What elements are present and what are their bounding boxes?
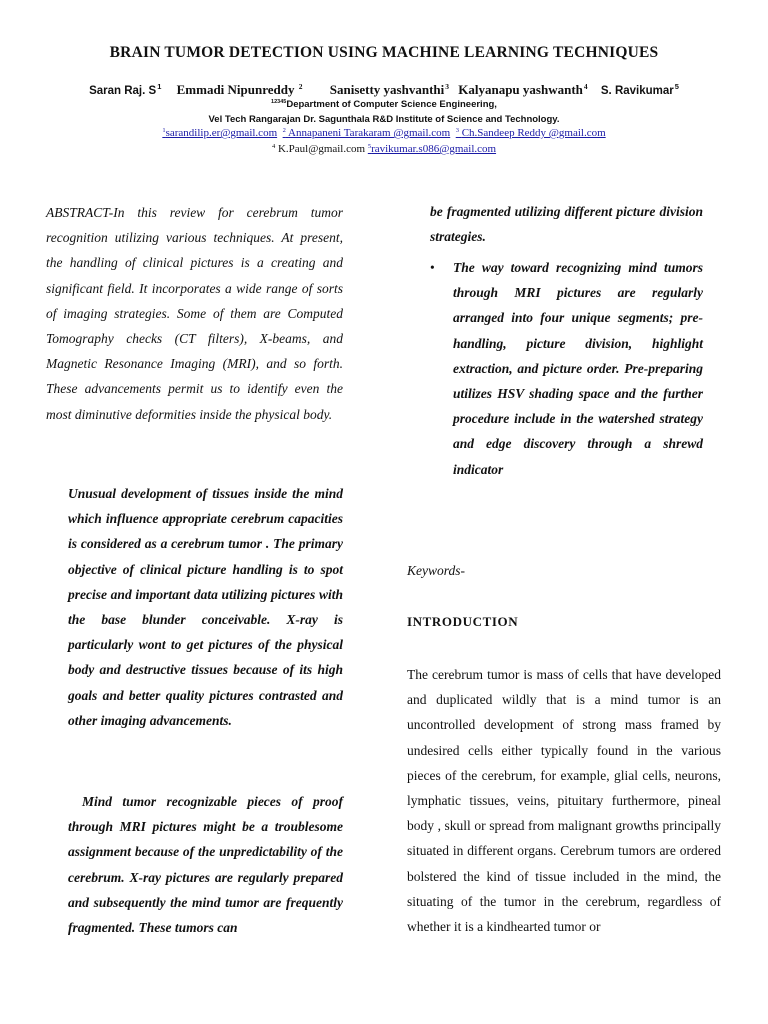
section-heading: INTRODUCTION bbox=[407, 614, 519, 629]
author-sup: 4 bbox=[583, 82, 588, 91]
body-paragraph: The cerebrum tumor is mass of cells that have developed and duplicated wildly that is a mind tumor is an uncontrolled development of strong mass framed by undesired cells either typically found in the various pieces of the cerebrum, for example, glial cells, neurons, lymphatic tissues, veins, pituitary furthermore, pineal body , skull or spread from malignant growths principally situated in different organs. Cerebrum tumors are ordered bolstered the kind of tissue included in the mind, the situating of the tumor in the cerebrum, regardless of whether it is a kindhearted tumor or bbox=[407, 667, 721, 935]
email-link[interactable]: $^2$ Annapaneni Tarakaram @gmail.com bbox=[282, 127, 451, 139]
author-name: Kalyanapu yashwanth bbox=[458, 82, 583, 97]
keywords-label: Keywords- bbox=[407, 563, 465, 578]
author bbox=[601, 82, 679, 97]
bullet-icon: • bbox=[430, 260, 435, 275]
author-line bbox=[0, 82, 768, 98]
author-sup: 2 bbox=[298, 82, 303, 91]
author-name: Emmadi Nipunreddy bbox=[176, 82, 295, 97]
affiliation-department bbox=[0, 99, 768, 110]
author-name: Saran Raj. S bbox=[89, 85, 157, 97]
body-paragraph: be fragmented utilizing different picture division strategies. bbox=[430, 204, 703, 245]
email-line-1 bbox=[0, 127, 768, 139]
author-name: Sanisetty yashvanthi bbox=[329, 82, 445, 97]
paper-title: BRAIN TUMOR DETECTION USING MACHINE LEARNING TECHNIQUES bbox=[109, 44, 659, 61]
body-paragraph: Unusual development of tissues inside the mind which influence appropriate cerebrum capacities is considered as a cerebrum tumor . The primary objective of clinical picture handling is to spot precise and important data utilizing pictures with the base blunder conceivable. X-ray is particularly wont to get pictures of the physical body and destructive tissues because of its high goals and better quality pictures contrasted and other imaging advancements. bbox=[68, 486, 343, 728]
department-text: Department of Computer Science Engineering, bbox=[286, 99, 497, 110]
author bbox=[330, 82, 449, 98]
affiliation-sup: 12345 bbox=[271, 99, 287, 105]
author-sup: 1 bbox=[157, 82, 162, 91]
email-link[interactable]: $^5$ravikumar.s086@gmail.com bbox=[367, 143, 497, 155]
abstract-paragraph: ABSTRACT-In this review for cerebrum tumor recognition utilizing various techniques. At present, the handling of clinical pictures is a creating and significant field. It incorporates a wide range of sorts of imaging strategies. Some of them are Computed Tomography checks (CT filters), X-beams, and Magnetic Resonance Imaging (MRI), and so forth. These advancements permit us to identify even the most diminutive deformities inside the physical body. bbox=[46, 205, 343, 422]
author-name: S. Ravikumar bbox=[600, 85, 674, 97]
author bbox=[89, 82, 161, 97]
email-text: $^4$ K.Paul@gmail.com bbox=[271, 143, 366, 155]
author bbox=[458, 82, 587, 98]
email-line-2 bbox=[0, 143, 768, 155]
email-link[interactable]: $^3$ Ch.Sandeep Reddy @gmail.com bbox=[455, 127, 606, 139]
bullet-text: The way toward recognizing mind tumors through MRI pictures are regularly arranged into four unique segments; pre-handling, picture division, highlight extraction, and picture order. Pre-preparing utilizes HSV shading space and the further procedure include in the watershed strategy and edge discovery through a shrewd indicator bbox=[453, 260, 703, 477]
author-sup: 3 bbox=[445, 82, 449, 91]
author-sup: 5 bbox=[674, 82, 679, 91]
body-paragraph: Mind tumor recognizable pieces of proof through MRI pictures might be a troublesome assignment because of the unpredictability of the cerebrum. X-ray pictures are regularly prepared and subsequently the mind tumor are frequently fragmented. These tumors can bbox=[68, 794, 343, 936]
affiliation-institute: Vel Tech Rangarajan Dr. Sagunthala R&D Institute of Science and Technology. bbox=[208, 114, 560, 125]
author bbox=[177, 82, 303, 98]
email-link[interactable]: $^1$sarandilip.er@gmail.com bbox=[162, 127, 278, 139]
